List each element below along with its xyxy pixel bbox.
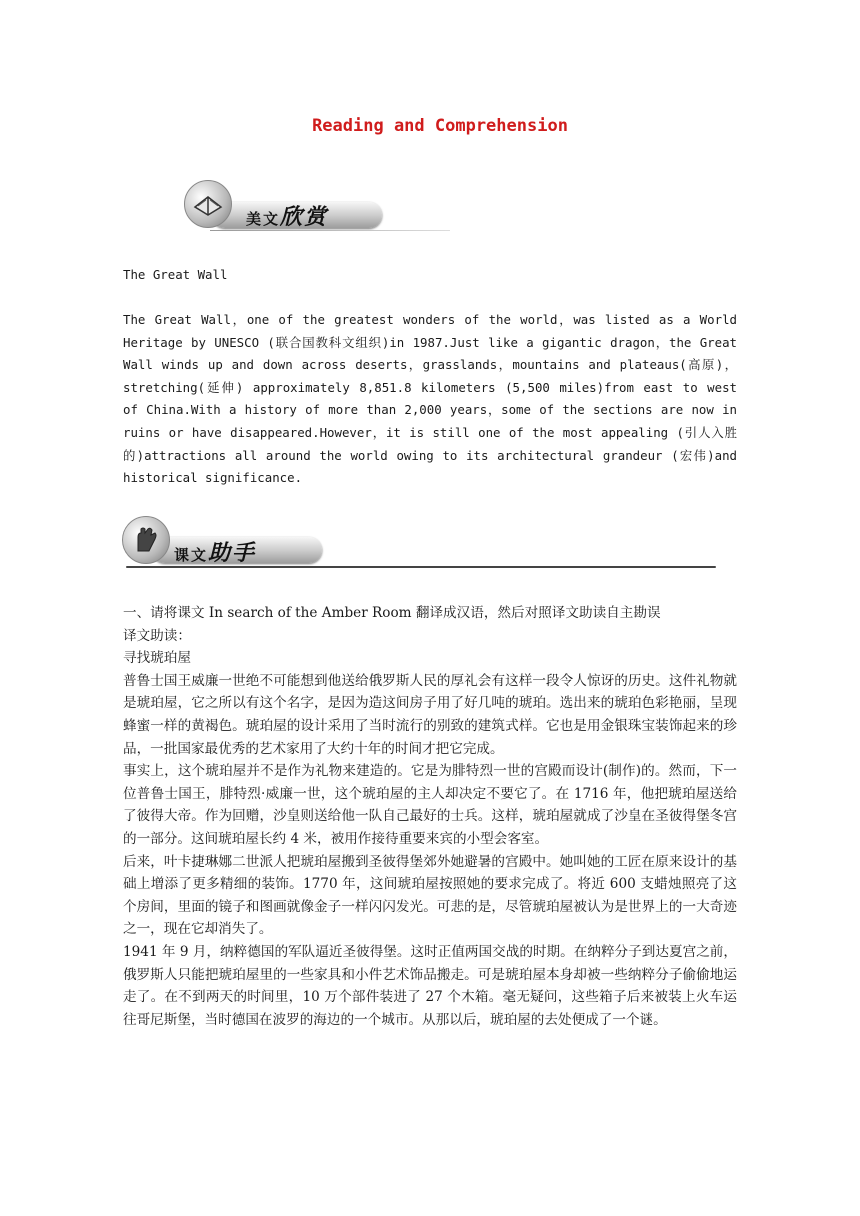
banner-label-small: 课文	[174, 546, 209, 564]
book-emblem-icon	[184, 180, 232, 228]
page-title: Reading and Comprehension	[312, 116, 568, 136]
banner-underline	[210, 230, 450, 231]
banner-label-big: 助手	[208, 540, 257, 566]
instruction-text: 一、请将课文 In search of the Amber Room 翻译成汉语，然后对照译文助读自主勘误	[123, 605, 661, 621]
article-heading: The Great Wall	[123, 267, 228, 282]
translation-paragraph: 后来，叶卡捷琳娜二世派人把琥珀屋搬到圣彼得堡郊外她避暑的宫殿中。她叫她的工匠在原来设计的基础上增添了更多精细的装饰。1770 年，这间琥珀屋按照她的要求完成了。将近 600 支蜡烛照亮了这个房间，里面的镜子和图画就像金子一样闪闪发光。可悲的是，尽管琥珀屋被认为是世界上的一大奇迹之一，现在它却消失了。	[123, 853, 737, 938]
section-divider	[126, 566, 716, 568]
translation-title: 寻找琥珀屋	[123, 650, 191, 667]
translation-paragraph: 普鲁士国王威廉一世绝不可能想到他送给俄罗斯人民的厚礼会有这样一段令人惊讶的历史。这件礼物就是琥珀屋，它之所以有这个名字，是因为造这间房子用了好几吨的琥珀。选出来的琥珀色彩艳丽，呈现蜂蜜一样的黄褐色。琥珀屋的设计采用了当时流行的别致的建筑式样。它也是用金银珠宝装饰起来的珍品，一批国家最优秀的艺术家用了大约十年的时间才把它完成。	[123, 672, 737, 757]
banner-label-small: 美文	[246, 210, 281, 228]
article-body: The Great Wall，one of the greatest wonders of the world，was listed as a World Heritage by UNESCO (联合国教科文组织)in 1987.Just like a gigantic dragon，the Great Wall winds up and down across deserts，grasslands，mountains and plateaus(高原)，stretching(延伸) approximately 8,851.8 kilometers (5,500 miles)from east to west of China.With a history of more than 2,000 years，some of the sections are now in ruins or have disappeared.However，it is still one of the most appealing (引人入胜的)attractions all around the world owing to its architectural grandeur (宏伟)and historical significance.	[123, 312, 737, 486]
section-banner-appreciation	[182, 178, 422, 234]
banner-label-big: 欣赏	[280, 204, 329, 230]
section-banner-helper	[122, 516, 362, 572]
subheading: 译文助读：	[123, 627, 191, 644]
hand-emblem-icon	[122, 516, 170, 564]
translation-paragraph: 1941 年 9 月，纳粹德国的军队逼近圣彼得堡。这时正值两国交战的时期。在纳粹分子到达夏宫之前，俄罗斯人只能把琥珀屋里的一些家具和小件艺术饰品搬走。可是琥珀屋本身却被一些纳粹分子偷偷地运走了。在不到两天的时间里，10 万个部件装进了 27 个木箱。毫无疑问，这些箱子后来被装上火车运往哥尼斯堡，当时德国在波罗的海边的一个城市。从那以后，琥珀屋的去处便成了一个谜。	[123, 943, 737, 1028]
translation-paragraph: 事实上，这个琥珀屋并不是作为礼物来建造的。它是为腓特烈一世的宫殿而设计(制作)的。然而，下一位普鲁士国王，腓特烈·威廉一世，这个琥珀屋的主人却决定不要它了。在 1716 年，他把琥珀屋送给了彼得大帝。作为回赠，沙皇则送给他一队自己最好的士兵。这样，琥珀屋就成了沙皇在圣彼得堡冬宫的一部分。这间琥珀屋长约 4 米，被用作接待重要来宾的小型会客室。	[123, 763, 737, 847]
